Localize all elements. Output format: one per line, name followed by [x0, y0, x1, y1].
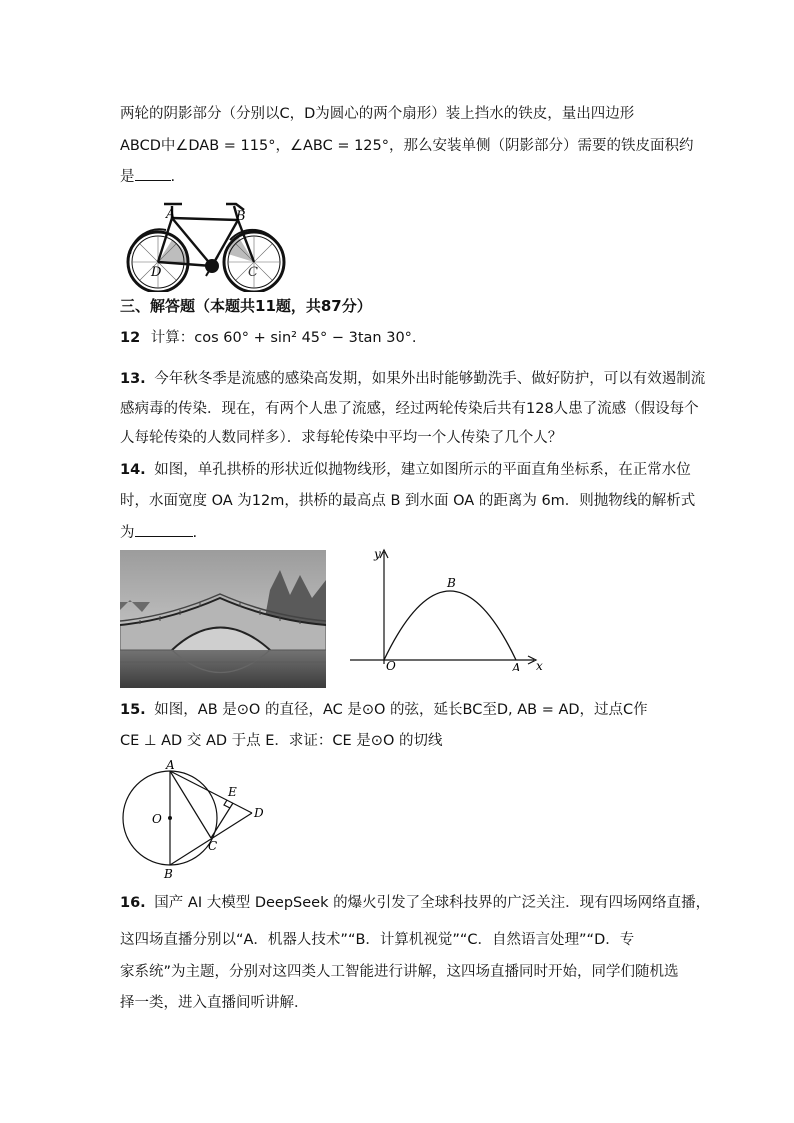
q13-line-3: 人每轮传染的人数同样多）．求每轮传染中平均一个人传染了几个人？	[120, 430, 563, 446]
parabola-graph	[346, 546, 546, 671]
q14-number: 14.	[120, 462, 146, 478]
answer-blank	[135, 166, 171, 181]
q14-line-2: 时，水面宽度 OA 为12m，拱桥的最高点 B 到水面 OA 的距离为 6m．则抛物线的解析式	[120, 493, 696, 509]
bike-label-b: B	[236, 209, 246, 224]
label-b: B	[164, 867, 173, 880]
label-y: y	[374, 547, 381, 561]
q15-line-1-text: 如图，AB 是⊙O 的直径，AC 是⊙O 的弦，延长BC至D, AB = AD，过点C作	[154, 702, 648, 718]
label-b: B	[447, 576, 456, 590]
q16-line-4: 择一类，进入直播间听讲解．	[120, 995, 309, 1011]
q12-text: 计算：cos 60° + sin² 45° − 3tan 30°.	[150, 330, 417, 346]
parabola-curve	[384, 591, 516, 660]
q14-line-3	[120, 522, 197, 543]
bike-label-c: C	[248, 265, 258, 280]
q11-line-3	[120, 166, 175, 187]
label-o: O	[152, 812, 162, 826]
question-13-line-1	[120, 369, 705, 389]
q15-line-2: CE ⊥ AD 交 AD 于点 E．求证：CE 是⊙O 的切线	[120, 733, 443, 749]
q11-line-3-text: 是	[120, 169, 135, 185]
q16-line-2: 这四场直播分别以“A．机器人技术”“B．计算机视觉”“C．自然语言处理”“D．专	[120, 932, 635, 948]
label-x: x	[536, 659, 543, 671]
q11-line-1: 两轮的阴影部分（分别以C，D为圆心的两个扇形）装上挡水的铁皮，量出四边形	[120, 106, 635, 122]
q14-line-3-end: .	[192, 525, 198, 541]
q13-line-1-text: 今年秋冬季是流感的感染高发期，如果外出时能够勤洗手、做好防护，可以有效遏制流	[154, 371, 706, 387]
label-c: C	[208, 839, 218, 853]
section-heading: 三、解答题（本题共11题，共87分）	[120, 297, 372, 315]
q13-number: 13.	[120, 371, 146, 387]
question-16-line-1	[120, 893, 710, 913]
label-d: D	[254, 806, 264, 820]
question-12	[120, 328, 417, 348]
label-a: A	[512, 661, 521, 671]
bicycle-figure	[120, 196, 292, 292]
spokes	[132, 236, 280, 288]
arch-bridge-photo	[120, 550, 326, 688]
q13-line-2: 感病毒的传染．现在，有两个人患了流感，经过两轮传染后共有128人患了流感（假设每个	[120, 401, 699, 417]
label-a: A	[166, 758, 175, 772]
bike-label-a: A	[166, 207, 176, 222]
q16-line-1-text: 国产 AI 大模型 DeepSeek 的爆火引发了全球科技界的广泛关注．现有四场网络直播，	[154, 895, 711, 911]
answer-blank	[135, 522, 193, 537]
question-14-line-1	[120, 460, 691, 480]
q11-line-2: ABCD中∠DAB = 115°，∠ABC = 125°，那么安装单侧（阴影部分）需要的铁皮面积约	[120, 138, 694, 154]
q16-line-3: 家系统”为主题，分别对这四类人工智能进行讲解，这四场直播同时开始，同学们随机选	[120, 964, 679, 980]
q14-line-3-text: 为	[120, 525, 135, 541]
bike-label-d: D	[151, 265, 162, 280]
question-15-line-1	[120, 700, 648, 720]
label-e: E	[228, 785, 237, 799]
q16-number: 16.	[120, 895, 146, 911]
center-point	[168, 816, 172, 820]
circle-tangent-figure	[120, 756, 270, 880]
q11-line-3-end: .	[170, 169, 176, 185]
q12-number: 12	[120, 330, 141, 346]
label-o: O	[386, 659, 396, 671]
q14-line-1-text: 如图，单孔拱桥的形状近似抛物线形，建立如图所示的平面直角坐标系，在正常水位	[154, 462, 691, 478]
q15-number: 15.	[120, 702, 146, 718]
